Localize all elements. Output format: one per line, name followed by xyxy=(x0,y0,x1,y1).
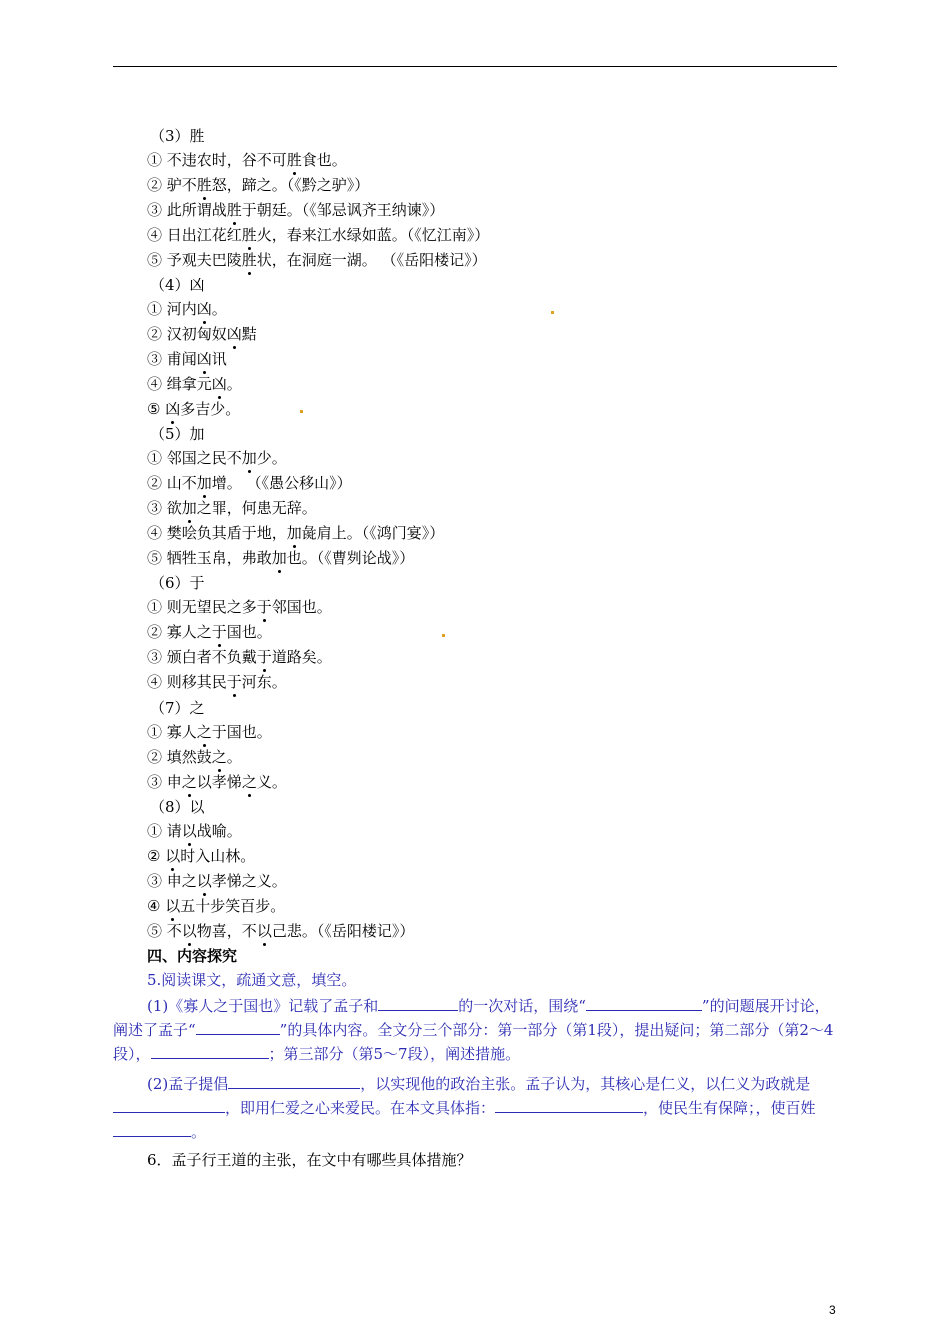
fill-blank[interactable] xyxy=(378,994,458,1011)
fill-blank[interactable] xyxy=(495,1096,643,1113)
list-item: ② 山不加增。 （《愚公移山》） xyxy=(147,474,352,492)
list-item: ② 填然鼓之。 xyxy=(147,748,242,766)
list-item: ① 请以战喻。 xyxy=(147,822,242,840)
list-item: ① 不违农时，谷不可胜食也。 xyxy=(147,151,347,169)
list-item: ③ 申之以孝悌之义。 xyxy=(147,773,287,791)
emphasis-char: 以 xyxy=(181,922,197,940)
fill-blank[interactable] xyxy=(586,994,702,1011)
list-item: ① 寡人之于国也。 xyxy=(147,723,272,741)
emphasis-char: 于 xyxy=(256,648,272,666)
speck-mark xyxy=(300,410,303,413)
emphasis-char: 加 xyxy=(181,499,197,517)
list-item: ② 驴不胜怒，蹄之。（《黔之驴》） xyxy=(147,176,370,194)
question-6: 6．孟子行王道的主张，在文中有哪些具体措施？ xyxy=(147,1151,472,1169)
emphasis-char: 加 xyxy=(286,524,302,542)
list-item: ④ 日出江花红胜火，春来江水绿如蓝。（《忆江南》） xyxy=(147,226,490,244)
list-item: ② 以时入山林。 xyxy=(147,847,256,865)
emphasis-char: 以 xyxy=(181,822,197,840)
emphasis-char: 加 xyxy=(196,474,212,492)
emphasis-char: 胜 xyxy=(241,226,257,244)
group-heading-yu: （6）于 xyxy=(150,574,205,592)
emphasis-char: 胜 xyxy=(286,151,302,169)
question-5: 5.阅读课文，疏通文意，填空。 xyxy=(147,971,357,989)
list-item: ③ 欲加之罪，何患无辞。 xyxy=(147,499,317,517)
emphasis-char: 胜 xyxy=(241,251,257,269)
emphasis-char: 凶 xyxy=(226,325,242,343)
emphasis-char: 以 xyxy=(165,897,181,915)
list-item: ④ 以五十步笑百步。 xyxy=(147,897,286,915)
group-heading-xiong: （4）凶 xyxy=(150,276,205,294)
list-item: ① 河内凶。 xyxy=(147,300,227,318)
section-title: 四、内容探究 xyxy=(147,947,238,965)
list-item: ② 寡人之于国也。 xyxy=(147,623,272,641)
fill-blank[interactable] xyxy=(196,1018,280,1035)
emphasis-char: 以 xyxy=(196,872,212,890)
emphasis-char: 于 xyxy=(256,598,272,616)
fill-blank[interactable] xyxy=(151,1042,269,1059)
list-item: ⑤ 凶多吉少。 xyxy=(147,400,241,418)
emphasis-char: 凶 xyxy=(211,375,227,393)
emphasis-char: 加 xyxy=(271,549,287,567)
list-item: ⑤ 不以物喜，不以己悲。（《岳阳楼记》） xyxy=(147,922,415,940)
list-item: ③ 此所谓战胜于朝廷。（《邹忌讽齐王纳谏》） xyxy=(147,201,445,219)
header-rule xyxy=(113,66,837,67)
list-item: ④ 则移其民于河东。 xyxy=(147,673,287,691)
emphasis-char: 之 xyxy=(181,773,197,791)
list-item: ③ 甫闻凶讯 xyxy=(147,350,227,368)
list-item: ② 汉初匈奴凶黠 xyxy=(147,325,257,343)
list-item: ③ 申之以孝悌之义。 xyxy=(147,872,287,890)
emphasis-char: 凶 xyxy=(196,350,212,368)
list-item: ④ 樊哙负其盾于地，加彘肩上。（《鸿门宴》） xyxy=(147,524,445,542)
group-heading-jia: （5）加 xyxy=(150,425,205,443)
emphasis-char: 加 xyxy=(241,449,257,467)
emphasis-char: 于 xyxy=(226,673,242,691)
emphasis-char: 之 xyxy=(211,748,227,766)
group-heading-sheng: （3）胜 xyxy=(150,127,205,145)
emphasis-char: 凶 xyxy=(196,300,212,318)
speck-mark xyxy=(551,311,554,314)
emphasis-char: 胜 xyxy=(226,201,242,219)
fill-blank[interactable] xyxy=(113,1096,225,1113)
speck-mark xyxy=(442,634,445,637)
page-number: 3 xyxy=(829,1303,836,1317)
list-item: ① 则无望民之多于邻国也。 xyxy=(147,598,332,616)
list-item: ① 邻国之民不加少。 xyxy=(147,449,287,467)
emphasis-char: 以 xyxy=(165,847,181,865)
fill-blank[interactable] xyxy=(228,1072,360,1089)
group-heading-zhi: （7）之 xyxy=(150,699,205,717)
paragraph-2: (2)孟子提倡 ，以实现他的政治主张。孟子认为，其核心是仁义，以仁义为政就是，即用仁爱之心来爱民。在本文具体指： ，使民生有保障；，使百姓。 xyxy=(113,1072,837,1144)
emphasis-char: 于 xyxy=(211,623,227,641)
list-item: ③ 颁白者不负戴于道路矣。 xyxy=(147,648,332,666)
emphasis-char: 胜 xyxy=(196,176,212,194)
fill-blank[interactable] xyxy=(113,1120,191,1137)
emphasis-char: 凶 xyxy=(165,400,181,418)
emphasis-char: 以 xyxy=(256,922,272,940)
emphasis-char: 之 xyxy=(196,723,212,741)
paragraph-1: (1)《寡人之于国也》记载了孟子和 的一次对话，围绕“ ”的问题展开讨论，阐述了孟子“ ”的具体内容。全文分三个部分：第一部分（第1段），提出疑问；第二部分（第2～4段）， ；第三部分（第5～7段），阐述措施。 xyxy=(113,994,837,1066)
list-item: ⑤ 牺牲玉帛，弗敢加也。（《曹刿论战》） xyxy=(147,549,415,567)
group-heading-yi: （8）以 xyxy=(150,798,205,816)
list-item: ④ 缉拿元凶。 xyxy=(147,375,242,393)
emphasis-char: 之 xyxy=(241,773,257,791)
list-item: ⑤ 予观夫巴陵胜状，在洞庭一湖。 （《岳阳楼记》） xyxy=(147,251,487,269)
